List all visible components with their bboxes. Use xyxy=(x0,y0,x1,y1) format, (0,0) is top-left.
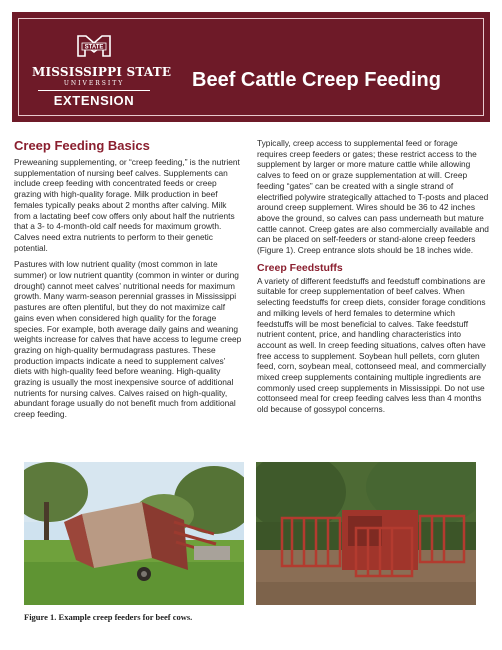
photo-creep-feeder-trailer xyxy=(24,462,244,605)
left-column xyxy=(14,138,244,426)
section-heading-creep-feedstuffs: Creep Feedstuffs xyxy=(257,261,343,274)
right-column xyxy=(257,138,490,421)
creep-feeder-trailer-image xyxy=(24,462,244,605)
photo-creep-feeder-gates xyxy=(256,462,476,605)
creep-feeder-gates-image xyxy=(256,462,476,605)
paragraph: A variety of different feedstuffs and feedstuff combinations are suitable for creep supplementation of beef calves. When selecting feedstuffs for creep diets, consider forage conditions and milking levels of herd females to determine which feedstuffs will be most beneficial to calves. Take feedstuff nutrient content, price, and handling characteristics into account as well. In creep feeding situations, calves often have free access to supplement. Soybean hull pellets, corn gluten feed, corn, soybean meal, cottonseed meal, and commercially mixed creep supplements containing multiple ingredients are commonly used creep supplements in Mississippi. Do not use cottonseed meal for creep feeding calves less than 4 months old because of gossypol concerns. xyxy=(257,275,487,415)
header-banner xyxy=(12,12,490,122)
figure-caption: Figure 1. Example creep feeders for beef cows. xyxy=(24,612,193,622)
section-heading-creep-feeding-basics: Creep Feeding Basics xyxy=(14,138,150,153)
logo-divider xyxy=(38,90,150,91)
msu-state-mark-icon xyxy=(74,34,114,58)
paragraph: Typically, creep access to supplemental feed or forage requires creep feeders or gates; these restrict access to the supplement by larger or more mature cattle while allowing calves to feed on or graze supplementation at will. Creep feeding “gates” can be created with a single strand of electrified polywire strategically attached to T-posts and placed around creep supplement. Wires should be 36 to 42 inches above the ground, so calves can pass underneath but mature cattle cannot. Creep gates are also commercially available and can be placed on self-feeders or stand-alone creep feeders (Figure 1). Creep entrance slots should be 18 inches wide. xyxy=(257,138,489,256)
logo-university-name: MISSISSIPPI STATE xyxy=(32,65,172,79)
paragraph: Pastures with low nutrient quality (most common in late summer) or low nutrient quantity (common in winter or during drought) cannot meet calves’ nutritional needs for maximum growth. Many warm-season perennial grasses in Mississippi pastures are often plentiful, but they do not maximize calf gains even when considered high quality for the forage species. For example, both average daily gains and weaning weights increase for calves that have access to legume creep grazing on high-quality bermudagrass pastures. These production impacts indicate a need to supplement calves’ diets with high-quality feed before weaning. High-quality grazing is usually the most inexpensive source of additional nutrients for nursing calves. Calves raised on high-quality, abundant forage usually do not benefit much from additional creep feeding. xyxy=(14,259,242,420)
paragraph: Preweaning supplementing, or “creep feeding,” is the nutrient supplementation of nursing beef calves. Supplements can include creep feeding with concentrated feeds or creep grazing with high-quality forage. Milk production in beef females typically peaks about 2 months after calving. Milk from a lactating beef cow offers only about half the nutrients that a 3- to 4-month-old calf needs for maximum growth. Calves need extra nutrients to perform to their genetic potential. xyxy=(14,157,240,253)
logo-university-label: UNIVERSITY xyxy=(63,80,125,87)
msu-extension-logo xyxy=(32,34,172,114)
logo-mark-text: STATE xyxy=(84,44,104,51)
page-title: Beef Cattle Creep Feeding xyxy=(192,69,441,91)
logo-extension-label: EXTENSION xyxy=(53,93,135,108)
